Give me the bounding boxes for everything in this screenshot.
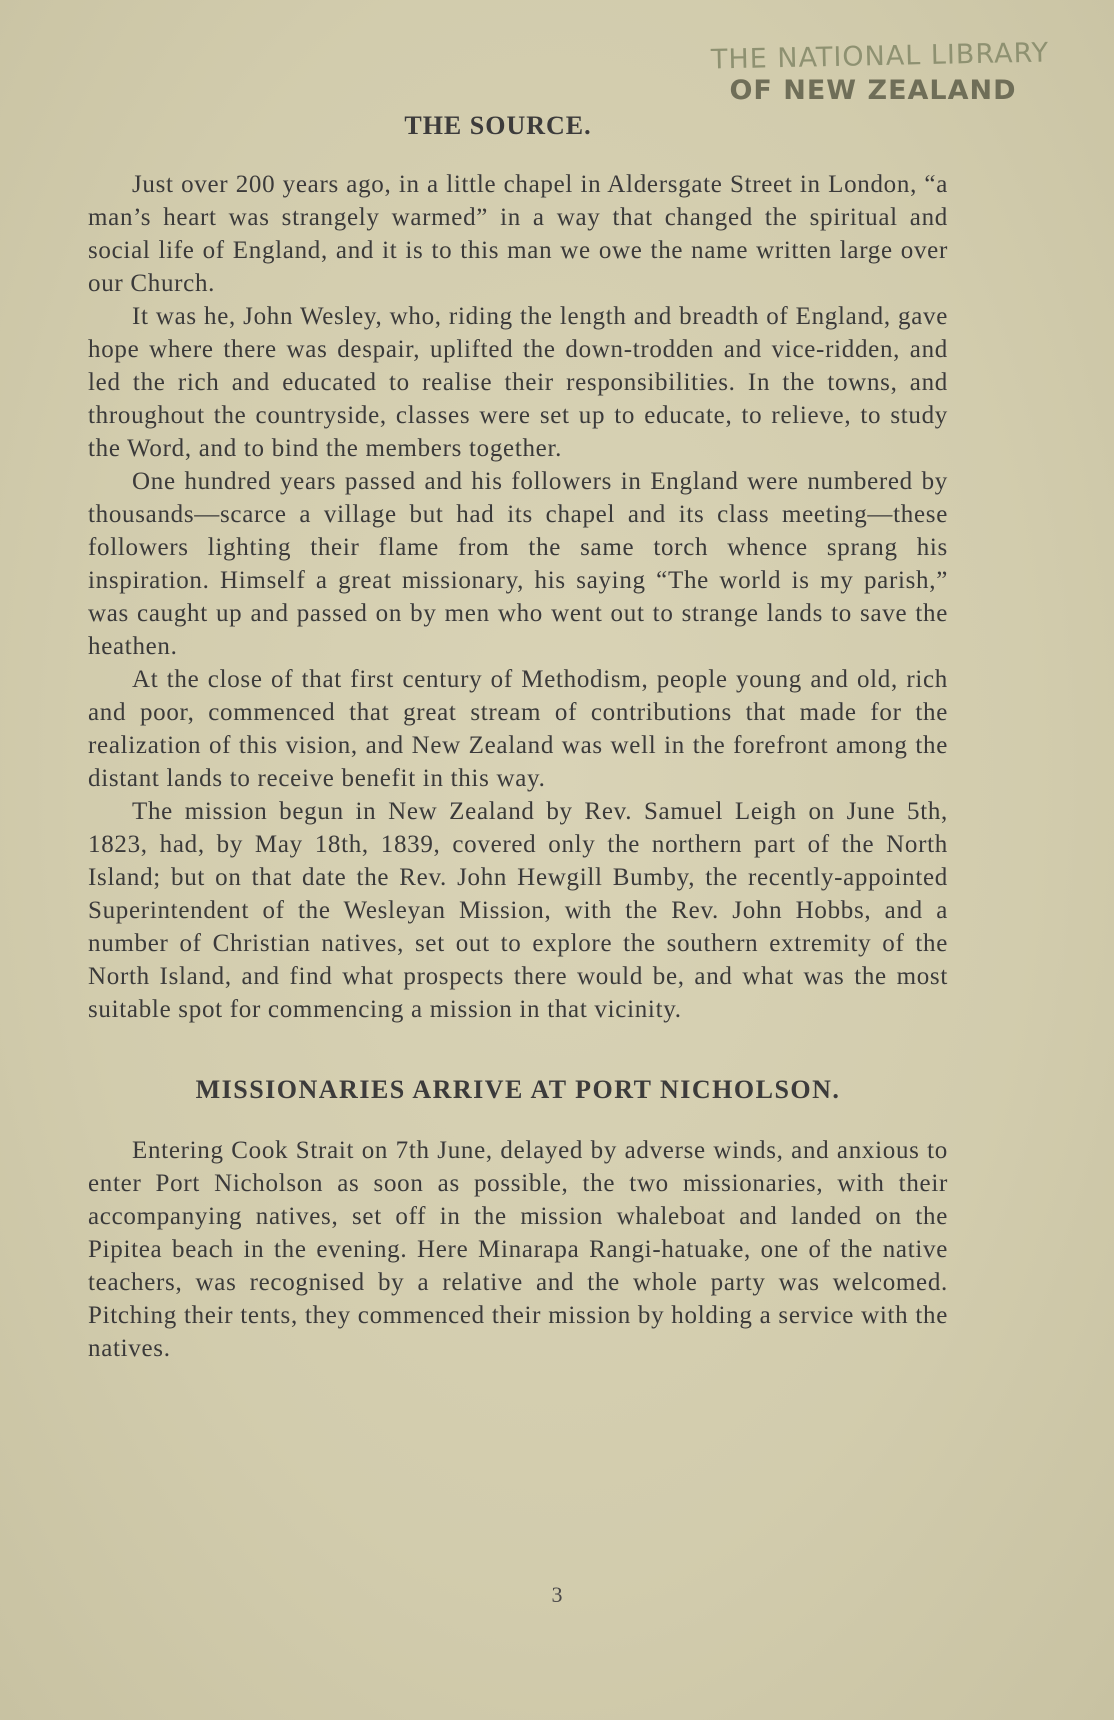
section-title-missionaries-arrive: MISSIONARIES ARRIVE AT PORT NICHOLSON. [195,1075,841,1104]
page-body [88,104,948,1365]
paragraph: Just over 200 years ago, in a little chapel in Aldersgate Street in London, “a man’s heart was strangely warmed” in a way that changed the spiritual and social life of England, and it is to this man we owe the name written large over our Church. [88,171,948,297]
section-title-the-source: THE SOURCE. [404,111,592,140]
library-stamp [670,37,1090,108]
page-number: 3 [551,1582,563,1607]
paragraph: Entering Cook Strait on 7th June, delayed by adverse winds, and anxious to enter Port Nicholson as soon as possible, the two missionaries, with their accompanying natives, set off in the mission whaleboat and landed on the Pipitea beach in the evening. Here Minarapa Rangi-hatuake, one of the native teachers, was recognised by a relative and the whole party was welcomed. Pitching their tents, they commenced their mission by holding a service with the natives. [88,1137,948,1362]
paragraph: One hundred years passed and his followers in England were numbered by thousands—scarce a village but had its chapel and its class meeting—these followers lighting their flame from the same torch whence sprang his inspiration. Himself a great missionary, his saying “The world is my parish,” was caught up and passed on by men who went out to strange lands to save the heathen. [88,468,948,660]
paragraph: The mission begun in New Zealand by Rev. Samuel Leigh on June 5th, 1823, had, by May 18th, 1839, covered only the northern part of the North Island; but on that date the Rev. John Hewgill Bumby, the recently-appointed Superintendent of the Wesleyan Mission, with the Rev. John Hobbs, and a number of Christian natives, set out to explore the southern extremity of the North Island, and find what prospects there would be, and what was the most suitable spot for commencing a mission in that vicinity. [88,798,948,1023]
paragraph: It was he, John Wesley, who, riding the length and breadth of England, gave hope where there was despair, uplifted the down-trodden and vice-ridden, and led the rich and educated to realise their responsibilities. In the towns, and throughout the countryside, classes were set up to educate, to relieve, to study the Word, and to bind the members together. [88,303,948,462]
stamp-line-2: OF NEW ZEALAND [729,75,1017,106]
stamp-line-1: THE NATIONAL LIBRARY [710,37,1050,76]
paragraph: At the close of that first century of Methodism, people young and old, rich and poor, commenced that great stream of contributions that made for the realization of this vision, and New Zealand was well in the forefront among the distant lands to receive benefit in this way. [88,666,948,792]
